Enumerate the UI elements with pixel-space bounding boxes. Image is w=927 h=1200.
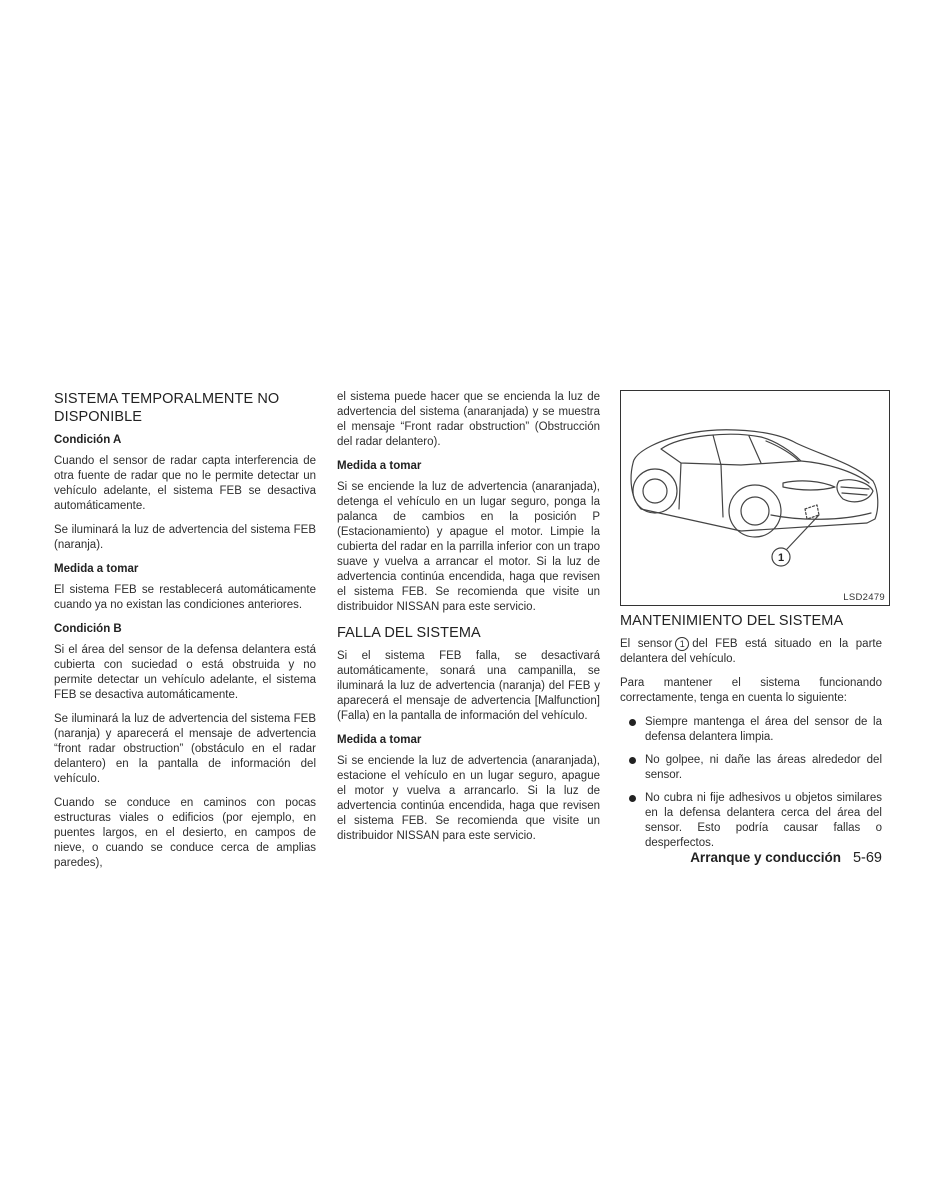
maintenance-list: [620, 715, 882, 851]
middle-column: [337, 390, 600, 853]
maintenance-intro-paragraph: Para mantener el sistema funcionando correctamente, tenga en cuenta lo siguiente:: [620, 677, 882, 704]
figure-callout-number: 1: [777, 552, 785, 564]
page-number: 5-69: [852, 850, 882, 866]
action-paragraph-1: Si se enciende la luz de advertencia (anaranjada), detenga el vehículo en un lugar seguro, ponga la palanca de cambios en la posición P (Estacionamiento) y apague el motor. Limpie la cubierta del radar en la parrilla inferior con un trapo suave y vuelva a arrancar el motor. Si la luz de advertencia continúa encendida, haga que revisen el sistema FEB. Se recomienda que visite un distribuidor NISSAN para este servicio.: [337, 481, 600, 613]
condition-a-paragraph: Cuando el sensor de radar capta interferencia de otra fuente de radar que no le permite detectar un vehículo adelante, el sistema FEB se desactiva automáticamente.: [54, 455, 316, 512]
condition-b-roads-paragraph: Cuando se conduce en caminos con pocas estructuras viales o edificios (por ejemplo, en puentes largos, en el desierto, en campos de nieve, o cuando se conduce cerca de amplias paredes),: [54, 797, 316, 869]
list-item: Siempre mantenga el área del sensor de la defensa delantera limpia.: [620, 715, 882, 745]
failure-paragraph: Si el sistema FEB falla, se desactivará automáticamente, sonará una campanilla, se iluminará la luz de advertencia (naranja) del FEB y aparecerá el mensaje de advertencia [Malfunction] (Falla) en la pantalla de información del vehículo.: [337, 650, 600, 722]
condition-b-title: Condición B: [54, 623, 122, 635]
car-sensor-figure: [620, 390, 890, 606]
section-heading-maintenance: MANTENIMIENTO DEL SISTEMA: [620, 613, 844, 629]
list-item: No golpee, ni dañe las áreas alrededor del sensor.: [620, 753, 882, 783]
continued-paragraph: el sistema puede hacer que se encienda la luz de advertencia del sistema (anaranjada) y se muestra el mensaje “Front radar obstruction” (Obstrucción del radar delantero).: [337, 391, 600, 448]
condition-a-title: Condición A: [54, 434, 122, 446]
sensor-text-before: El sensor: [620, 638, 673, 650]
action-paragraph-2: Si se enciende la luz de advertencia (anaranjada), estacione el vehículo en un lugar seguro, apague el motor y vuelva a arrancarlo. Si la luz de advertencia continúa encendida, haga que revisen el sistema FEB. Se recomienda que visite un distribuidor NISSAN para este servicio.: [337, 755, 600, 842]
section-heading-temporarily-unavailable: SISTEMA TEMPORALMENTE NO DISPONIBLE: [54, 391, 280, 425]
list-item: No cubra ni fije adhesivos u objetos similares en la defensa delantera cerca del área del sensor. Esto podría causar fallas o desperfectos.: [620, 791, 882, 851]
right-column: [620, 390, 885, 859]
condition-a-warning-paragraph: Se iluminará la luz de advertencia del sistema FEB (naranja).: [54, 524, 316, 551]
section-heading-system-failure: FALLA DEL SISTEMA: [337, 625, 481, 641]
condition-b-paragraph: Si el área del sensor de la defensa delantera está cubierta con suciedad o está obstruida y no permite detectar un vehículo adelante, el sistema FEB se desactiva automáticamente.: [54, 644, 316, 701]
sensor-text-after: del FEB está situado en la parte delantera del vehículo.: [620, 638, 882, 665]
figure-code: LSD2479: [843, 592, 885, 603]
footer-section-title: Arranque y conducción: [690, 850, 841, 865]
car-illustration: [621, 391, 889, 605]
action-paragraph: El sistema FEB se restablecerá automáticamente cuando ya no existan las condiciones anteriores.: [54, 584, 316, 611]
bullet-icon: [629, 757, 636, 764]
callout-marker-icon: 1: [675, 637, 689, 651]
sensor-location-paragraph: [620, 637, 882, 667]
action-title-1: Medida a tomar: [337, 460, 422, 472]
bullet-icon: [629, 719, 636, 726]
page-footer: [690, 850, 882, 866]
left-column: [54, 390, 316, 880]
condition-b-warning-paragraph: Se iluminará la luz de advertencia del sistema FEB (naranja) y aparecerá el mensaje de advertencia “front radar obstruction” (obstáculo en el radar delantero) en la pantalla de información del vehículo.: [54, 713, 316, 785]
bullet-icon: [629, 795, 636, 802]
action-title: Medida a tomar: [54, 563, 139, 575]
action-title-2: Medida a tomar: [337, 734, 422, 746]
